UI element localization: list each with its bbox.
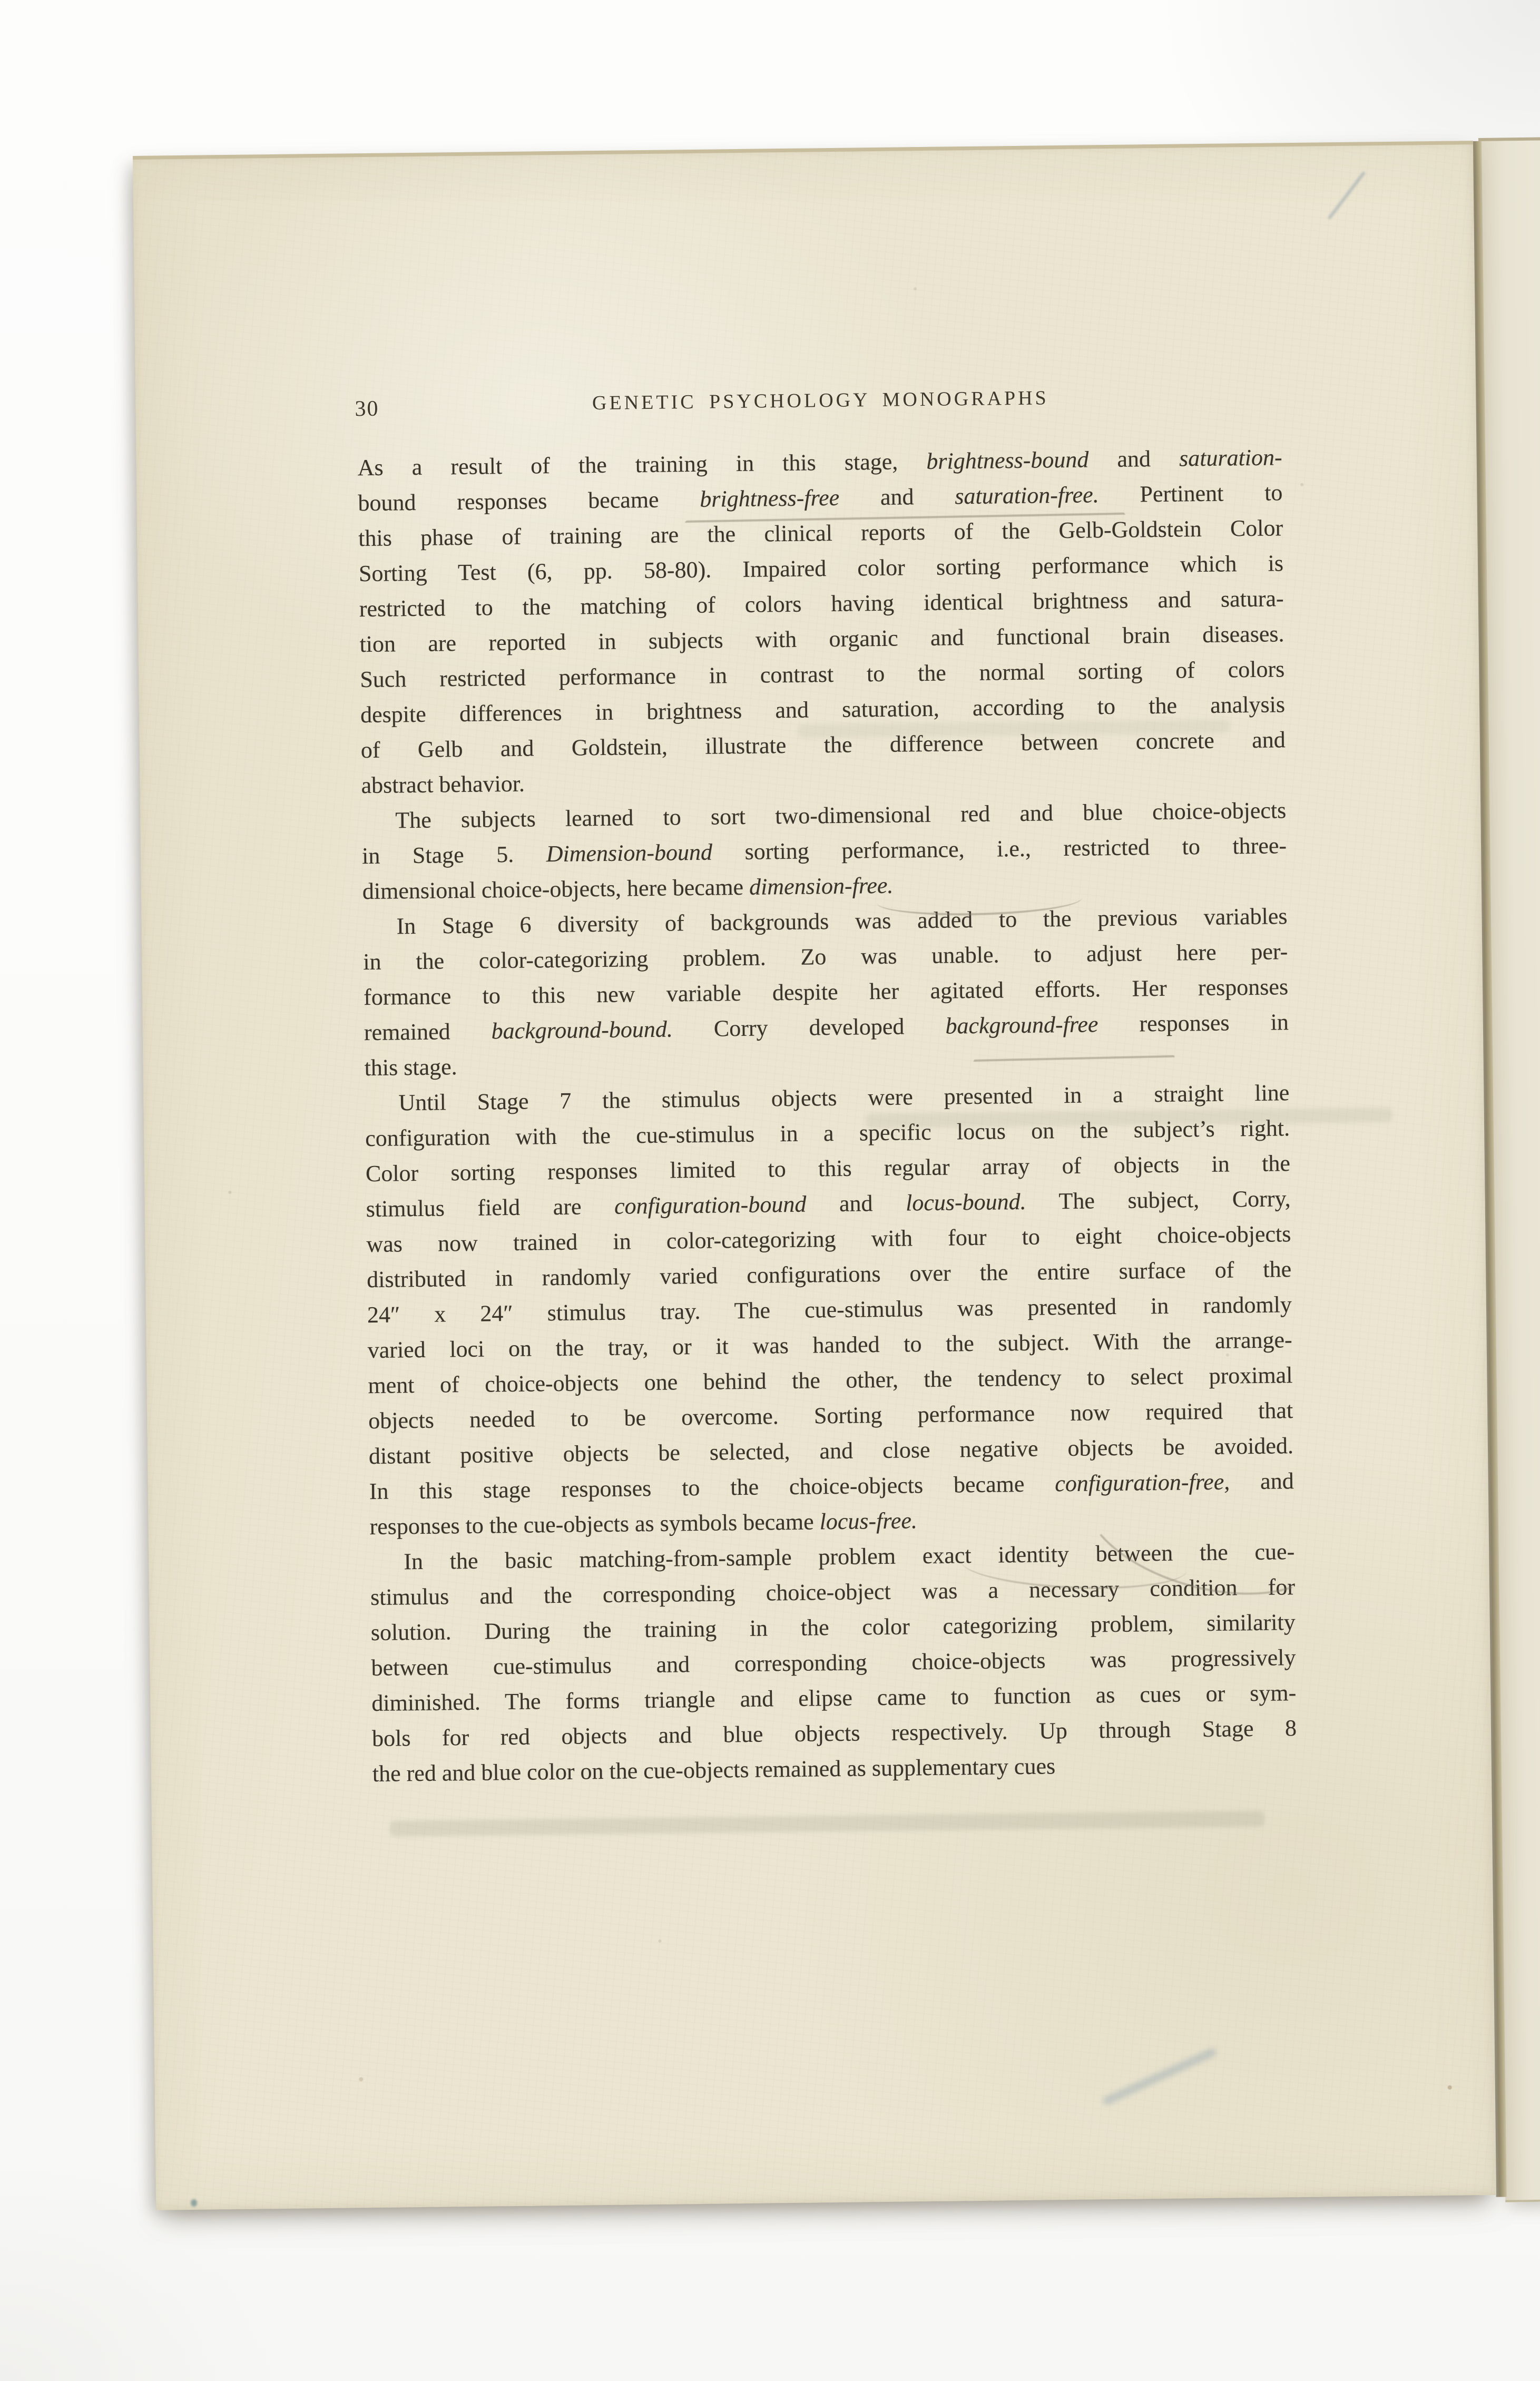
text-line: In the basic matching-from-sample problem exact identity between the cue- [404, 1539, 1295, 1575]
text-line: responses to the cue-objects as symbols became locus-free. [369, 1507, 918, 1540]
text-line: in Stage 5. Dimension-bound sorting performance, i.e., restricted to three- [361, 832, 1287, 869]
text-line: In Stage 6 diversity of backgrounds was added to the previous variables [396, 903, 1288, 939]
text-line: tion are reported in subjects with organic and functional brain diseases. [359, 621, 1284, 658]
paragraph [362, 898, 1289, 1085]
text-line: abstract behavior. [361, 770, 525, 799]
text-line: The subjects learned to sort two-dimensional red and blue choice-objects [395, 797, 1287, 834]
paper-speckles [133, 160, 135, 162]
text-line: stimulus and the corresponding choice-object was a necessary condition for [370, 1574, 1296, 1611]
text-line: configuration with the cue-stimulus in a specific locus on the subject’s right. [365, 1115, 1290, 1152]
text-line: in the color-categorizing problem. Zo was unable. to adjust here per- [363, 938, 1288, 975]
page-header [357, 384, 1284, 426]
text-line: stimulus field are configuration-bound and locus-bound. The subject, Corry, [366, 1185, 1291, 1222]
text-line: this stage. [364, 1054, 457, 1081]
text-line: the red and blue color on the cue-objects remained as supplementary cues [372, 1753, 1056, 1787]
text-line: remained background-bound. Corry developed background-free responses in [364, 1009, 1289, 1046]
page-number: 30 [355, 396, 379, 422]
body-text [357, 439, 1297, 1791]
ink-spot [191, 2199, 197, 2207]
paragraph [361, 792, 1287, 909]
text-line: diminished. The forms triangle and elipse came to function as cues or sym- [371, 1680, 1297, 1717]
text-line: As a result of the training in this stage, brightness-bound and saturation- [357, 444, 1282, 481]
text-line: Until Stage 7 the stimulus objects were presented in a straight line [398, 1080, 1290, 1116]
show-through-ghost-text [390, 1811, 1264, 1837]
text-line: Color sorting responses limited to this regular array of objects in the [365, 1150, 1291, 1187]
page-content [133, 144, 1496, 2210]
text-line: objects needed to be overcome. Sorting performance now required that [368, 1397, 1293, 1434]
text-line: In this stage responses to the choice-objects became configuration-free, and [369, 1468, 1294, 1505]
running-head: GENETIC PSYCHOLOGY MONOGRAPHS [592, 387, 1049, 415]
text-line: despite differences in brightness and saturation, according to the analysis [360, 691, 1286, 728]
text-line: formance to this new variable despite her agitated efforts. Her responses [363, 974, 1289, 1011]
text-line: varied loci on the tray, or it was handed to the subject. With the arrange- [367, 1327, 1292, 1364]
text-line: was now trained in color-categorizing with four to eight choice-objects [366, 1221, 1291, 1258]
text-line: dimensional choice-objects, here became dimension-free. [362, 872, 894, 905]
text-line: 24″ x 24″ stimulus tray. The cue-stimulus was presented in randomly [367, 1291, 1292, 1328]
text-line: distant positive objects be selected, and close negative objects be avoided. [368, 1433, 1294, 1469]
text-line: bound responses became brightness-free and saturation-free. Pertinent to [358, 479, 1283, 516]
paragraph [365, 1075, 1294, 1544]
text-line: Sorting Test (6, pp. 58-80). Impaired color sorting performance which is [358, 550, 1284, 587]
paragraph [357, 439, 1286, 803]
paragraph [370, 1534, 1297, 1791]
blue-pencil-smudge [1102, 2047, 1218, 2106]
text-line: between cue-stimulus and corresponding choice-objects was progressively [371, 1644, 1296, 1681]
text-line: ment of choice-objects one behind the other, the tendency to select proximal [368, 1362, 1293, 1399]
text-line: Such restricted performance in contrast to the normal sorting of colors [360, 656, 1285, 693]
text-line: restricted to the matching of colors having identical brightness and satura- [359, 585, 1284, 622]
text-line: distributed in randomly varied configurations over the entire surface of the [366, 1256, 1292, 1293]
page [133, 141, 1496, 2210]
text-line: this phase of training are the clinical reports of the Gelb-Goldstein Color [358, 515, 1283, 552]
text-line: solution. During the training in the color categorizing problem, similarity [370, 1609, 1296, 1646]
blue-pencil-tick [1328, 171, 1366, 220]
text-line: of Gelb and Goldstein, illustrate the difference between concrete and [360, 727, 1286, 763]
text-line: bols for red objects and blue objects respectively. Up through Stage 8 [371, 1715, 1297, 1752]
